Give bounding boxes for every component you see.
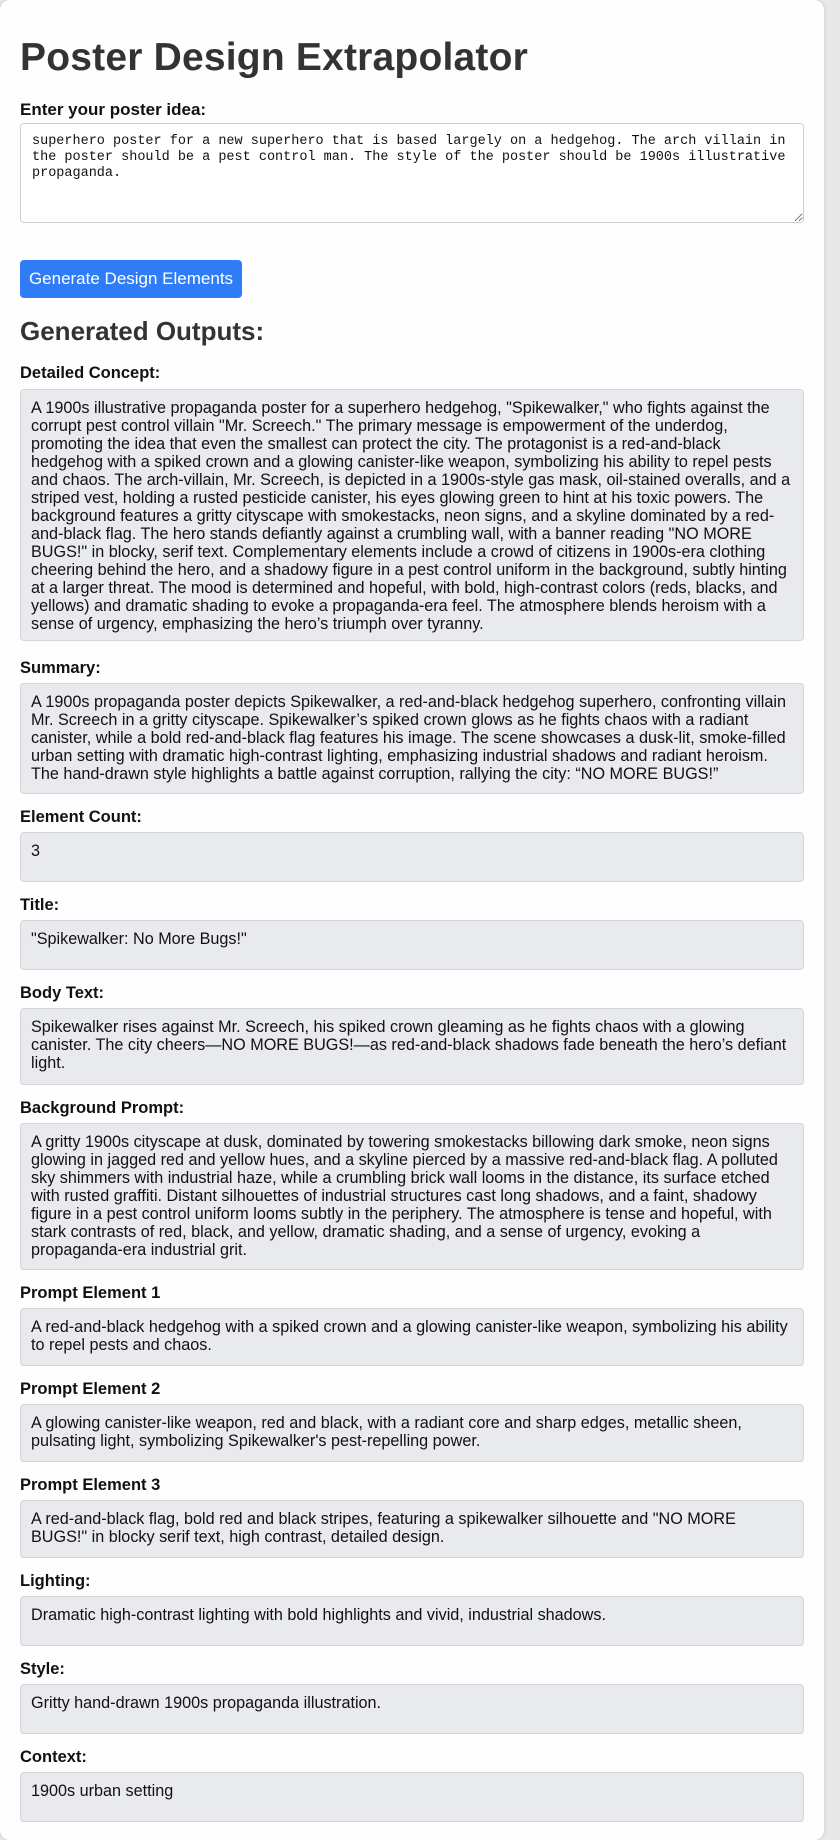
- prompt-element-3-output: A red-and-black flag, bold red and black stripes, featuring a spikewalker silhouette and "NO MORE BUGS!" in blocky serif text, high contrast, detailed design.: [20, 1500, 804, 1558]
- prompt-element-2-label: Prompt Element 2: [20, 1380, 161, 1398]
- element-count-label: Element Count:: [20, 808, 142, 826]
- background-prompt-output: A gritty 1900s cityscape at dusk, dominated by towering smokestacks billowing dark smoke, neon signs glowing in jagged red and yellow hues, and a skyline pierced by a massive red-and-black flag. A polluted sky shimmers with industrial haze, while a crumbling brick wall looms in the distance, its surface etched with rusted graffiti. Distant silhouettes of industrial structures cast long shadows, and a faint, shadowy figure in a pest control uniform looms subtly in the periphery. The atmosphere is tense and hopeful, with stark contrasts of red, black, and yellow, dramatic shading, and a sense of urgency, evoking a propaganda-era industrial grit.: [20, 1123, 804, 1270]
- style-output: Gritty hand-drawn 1900s propaganda illustration.: [20, 1684, 804, 1734]
- prompt-element-1-label: Prompt Element 1: [20, 1284, 161, 1302]
- prompt-element-1-output: A red-and-black hedgehog with a spiked crown and a glowing canister-like weapon, symbolizing his ability to repel pests and chaos.: [20, 1308, 804, 1366]
- title-output: "Spikewalker: No More Bugs!": [20, 920, 804, 970]
- outputs-heading: Generated Outputs:: [20, 316, 265, 346]
- body-text-output: Spikewalker rises against Mr. Screech, his spiked crown gleaming as he fights chaos with a glowing canister. The city cheers—NO MORE BUGS!—as red-and-black shadows fade beneath the hero’s defiant light.: [20, 1008, 804, 1085]
- context-label: Context:: [20, 1748, 87, 1766]
- generate-design-elements-button[interactable]: Generate Design Elements: [20, 260, 242, 298]
- lighting-label: Lighting:: [20, 1572, 91, 1590]
- lighting-output: Dramatic high-contrast lighting with bold highlights and vivid, industrial shadows.: [20, 1596, 804, 1646]
- element-count-output: 3: [20, 832, 804, 882]
- poster-idea-label: Enter your poster idea:: [20, 100, 207, 119]
- style-label: Style:: [20, 1660, 65, 1678]
- context-output: 1900s urban setting: [20, 1772, 804, 1822]
- background-prompt-label: Background Prompt:: [20, 1099, 185, 1117]
- title-label: Title:: [20, 896, 60, 914]
- page-title: Poster Design Extrapolator: [20, 36, 528, 79]
- prompt-element-2-output: A glowing canister-like weapon, red and black, with a radiant core and sharp edges, metallic sheen, pulsating light, symbolizing Spikewalker's pest-repelling power.: [20, 1404, 804, 1462]
- prompt-element-3-label: Prompt Element 3: [20, 1476, 161, 1494]
- summary-output: A 1900s propaganda poster depicts Spikewalker, a red-and-black hedgehog superhero, confronting villain Mr. Screech in a gritty cityscape. Spikewalker’s spiked crown glows as he fights chaos with a radiant canister, while a bold red-and-black flag features his image. The scene showcases a dusk-lit, smoke-filled urban setting with dramatic high-contrast lighting, emphasizing industrial shadows and radiant heroism. The hand-drawn style highlights a battle against corruption, rallying the city: “NO MORE BUGS!”: [20, 683, 804, 794]
- poster-idea-input[interactable]: [20, 123, 804, 223]
- detailed-concept-label: Detailed Concept:: [20, 364, 161, 382]
- detailed-concept-output: A 1900s illustrative propaganda poster for a superhero hedgehog, "Spikewalker," who fights against the corrupt pest control villain "Mr. Screech." The primary message is empowerment of the underdog, promoting the idea that even the smallest can protect the city. The protagonist is a red-and-black hedgehog with a spiked crown and a glowing canister-like weapon, symbolizing his ability to repel pests and chaos. The arch-villain, Mr. Screech, is depicted in a 1900s-style gas mask, oil-stained overalls, and a striped vest, holding a rusted pesticide canister, his eyes glowing green to hint at his toxic powers. The background features a gritty cityscape with smokestacks, neon signs, and a skyline dominated by a red-and-black flag. The hero stands defiantly against a crumbling wall, with a banner reading "NO MORE BUGS!" in blocky, serif text. Complementary elements include a crowd of citizens in 1900s-era clothing cheering behind the hero, and a shadowy figure in a pest control uniform in the background, subtly hinting at a larger threat. The mood is determined and hopeful, with bold, high-contrast colors (reds, blacks, and yellows) and dramatic shading to evoke a propaganda-era feel. The atmosphere blends heroism with a sense of urgency, emphasizing the hero’s triumph over tyranny.: [20, 389, 804, 641]
- body-text-label: Body Text:: [20, 984, 105, 1002]
- summary-label: Summary:: [20, 659, 101, 677]
